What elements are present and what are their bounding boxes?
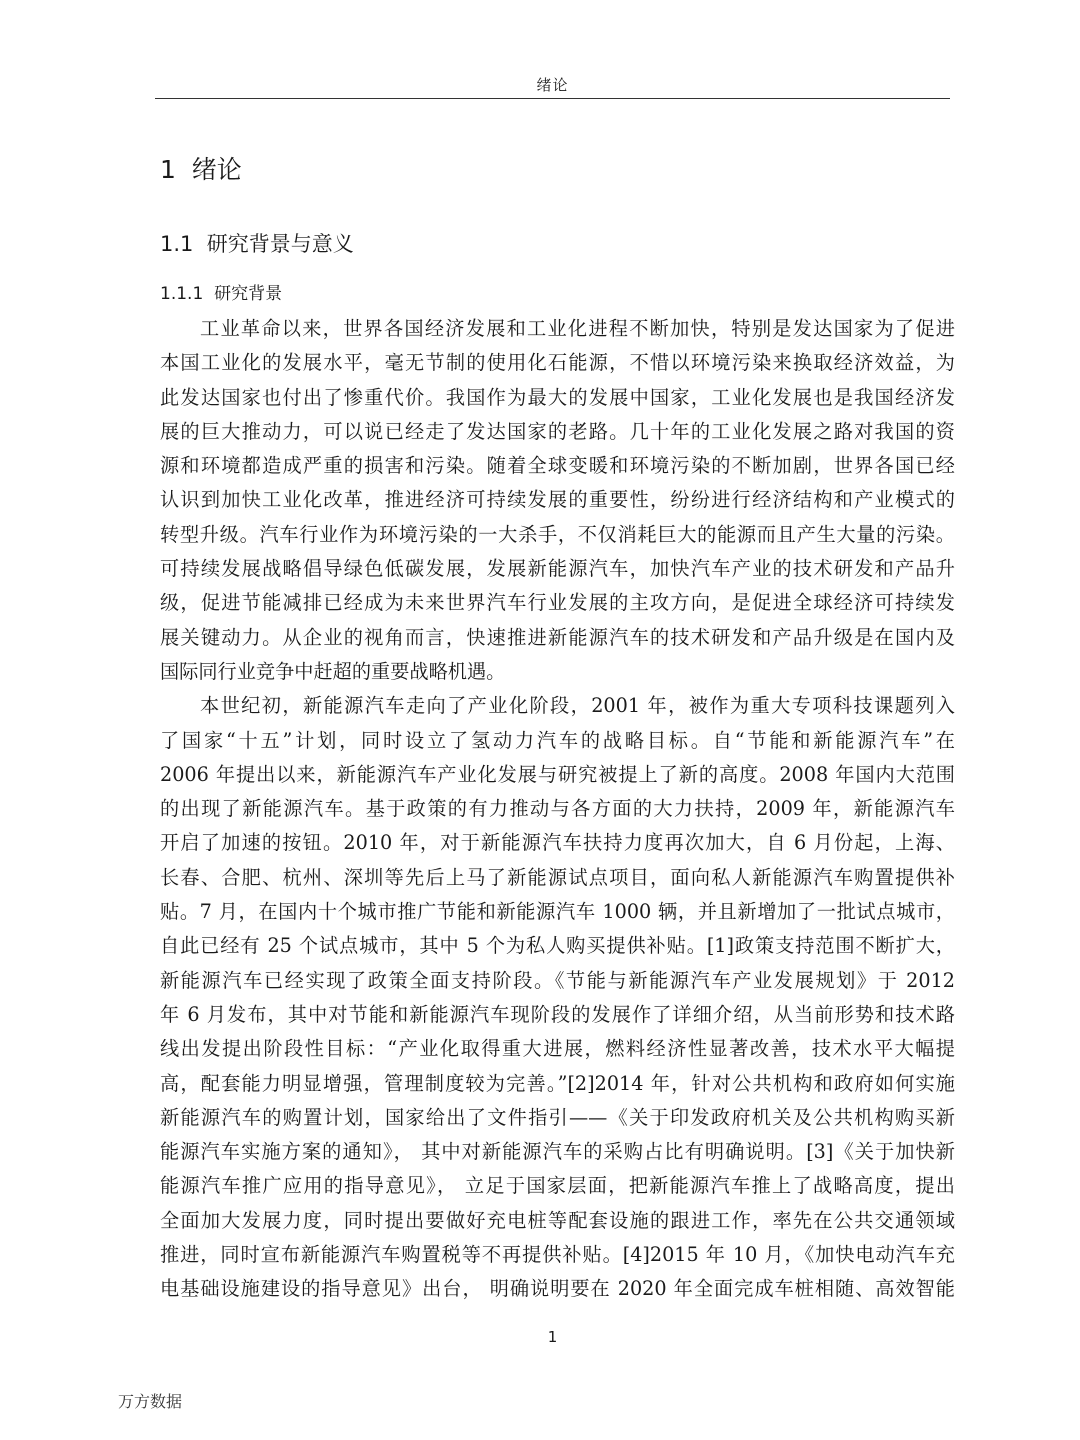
body-line: 2006 年提出以来，新能源汽车产业化发展与研究被提上了新的高度。2008 年国内大范围: [160, 762, 955, 786]
body-line: 级，促进节能减排已经成为未来世界汽车行业发展的主攻方向，是促进全球经济可持续发: [160, 591, 955, 615]
body-line: 自此已经有 25 个试点城市，其中 5 个为私人购买提供补贴。[1]政策支持范围不断扩大，: [160, 934, 955, 958]
body-line: 转型升级。汽车行业作为环境污染的一大杀手，不仅消耗巨大的能源而且产生大量的污染。: [160, 522, 955, 546]
body-line: 新能源汽车已经实现了政策全面支持阶段。《节能与新能源汽车产业发展规划》于 2012: [160, 968, 955, 992]
body-line: 工业革命以来，世界各国经济发展和工业化进程不断加快，特别是发达国家为了促进: [200, 317, 955, 340]
section-heading: 1.1 研究背景与意义: [160, 232, 354, 256]
body-line: 电基础设施建设的指导意见》出台， 明确说明要在 2020 年全面完成车桩相随、高效智能: [160, 1277, 955, 1301]
subsection-heading: 1.1.1 研究背景: [160, 284, 283, 304]
body-line: 长春、合肥、杭州、深圳等先后上马了新能源试点项目，面向私人新能源汽车购置提供补: [160, 865, 955, 889]
body-line: 年 6 月发布，其中对节能和新能源汽车现阶段的发展作了详细介绍，从当前形势和技术路: [160, 1002, 955, 1026]
body-line: 展关键动力。从企业的视角而言，快速推进新能源汽车的技术研发和产品升级是在国内及: [160, 625, 955, 649]
body-line: 高，配套能力明显增强，管理制度较为完善。”[2]2014 年，针对公共机构和政府如何实施: [160, 1071, 955, 1095]
body-line: 本国工业化的发展水平，毫无节制的使用化石能源，不惜以环境污染来换取经济效益，为: [160, 351, 955, 375]
body-text: [160, 312, 955, 1307]
body-line: 新能源汽车的购置计划，国家给出了文件指引——《关于印发政府机关及公共机构购买新: [160, 1105, 955, 1129]
body-line: 可持续发展战略倡导绿色低碳发展，发展新能源汽车，加快汽车产业的技术研发和产品升: [160, 557, 955, 581]
body-line: 源和环境都造成严重的损害和污染。随着全球变暖和环境污染的不断加剧，世界各国已经: [160, 454, 955, 478]
body-line: 贴。7 月，在国内十个城市推广节能和新能源汽车 1000 辆，并且新增加了一批试点城市，: [160, 900, 955, 924]
body-line: 此发达国家也付出了惨重代价。我国作为最大的发展中国家，工业化发展也是我国经济发: [160, 385, 955, 409]
body-line: 开启了加速的按钮。2010 年，对于新能源汽车扶持力度再次加大，自 6 月份起，上海、: [160, 831, 955, 855]
body-line: 的出现了新能源汽车。基于政策的有力推动与各方面的大力扶持，2009 年，新能源汽车: [160, 797, 955, 821]
chapter-heading: 1 绪论: [160, 155, 242, 184]
body-line: 能源汽车实施方案的通知》， 其中对新能源汽车的采购占比有明确说明。[3]《关于加快新: [160, 1140, 955, 1164]
body-line: 全面加大发展力度，同时提出要做好充电桩等配套设施的跟进工作，率先在公共交通领域: [160, 1208, 955, 1232]
body-line: 本世纪初，新能源汽车走向了产业化阶段，2001 年，被作为重大专项科技课题列入: [200, 694, 955, 718]
body-line: 了国家“十五”计划，同时设立了氢动力汽车的战略目标。自“节能和新能源汽车”在: [160, 728, 955, 752]
body-line: 认识到加快工业化改革，推进经济可持续发展的重要性，纷纷进行经济结构和产业模式的: [160, 488, 955, 512]
body-line: 推进，同时宣布新能源汽车购置税等不再提供补贴。[4]2015 年 10 月，《加快电动汽车充: [160, 1243, 955, 1267]
body-line: 线出发提出阶段性目标：“产业化取得重大进展，燃料经济性显著改善，技术水平大幅提: [160, 1037, 955, 1061]
body-line: 国际同行业竞争中赶超的重要战略机遇。: [160, 659, 506, 683]
body-line: 展的巨大推动力，可以说已经走了发达国家的老路。几十年的工业化发展之路对我国的资: [160, 419, 955, 443]
page-number: 1: [547, 1328, 558, 1346]
header-rule: [155, 98, 950, 99]
watermark-text: 万方数据: [118, 1392, 183, 1411]
running-header: 绪论: [536, 76, 569, 94]
body-line: 能源汽车推广应用的指导意见》， 立足于国家层面，把新能源汽车推上了战略高度，提出: [160, 1174, 955, 1198]
